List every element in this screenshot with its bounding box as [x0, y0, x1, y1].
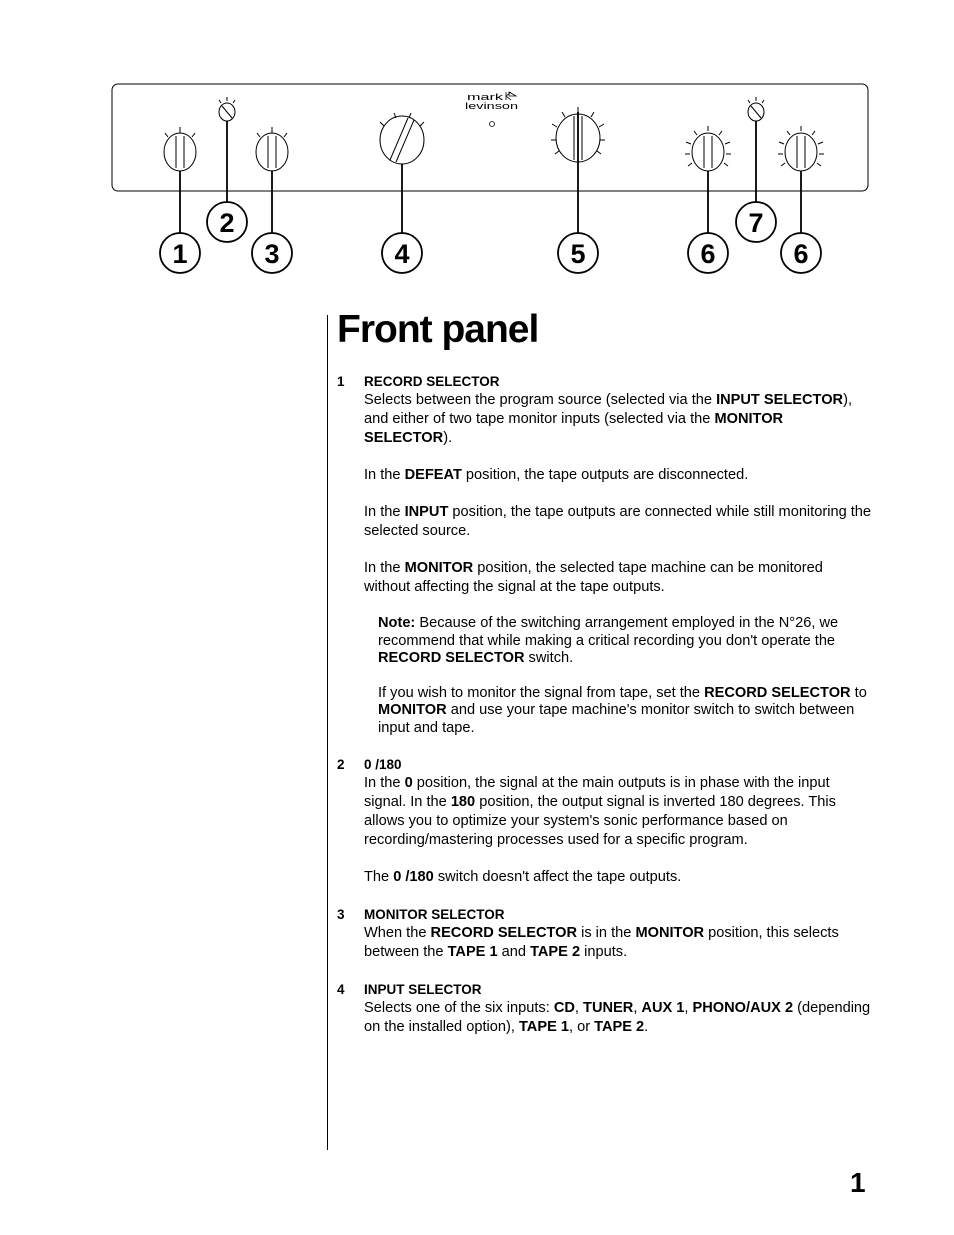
page-title: Front panel — [337, 308, 539, 351]
front-panel-diagram — [0, 0, 954, 290]
balance-knob-left — [685, 126, 731, 171]
item-number: 1 — [337, 374, 345, 389]
mode-toggle-switch — [748, 97, 764, 121]
item-heading: INPUT SELECTOR — [364, 982, 482, 997]
item-heading: RECORD SELECTOR — [364, 374, 500, 389]
monitor-selector-knob — [256, 127, 288, 171]
callout-4-label: 4 — [394, 239, 410, 269]
balance-knob-right — [778, 126, 824, 171]
callout-3-label: 3 — [264, 239, 280, 269]
paragraph: In the 0 position, the signal at the main outputs is in phase with the input signal. In the 180 position, the output signal is inverted 180 degrees. This allows you to optimize your system's sonic performance based on recording/mastering processes used for a specific program. — [364, 775, 836, 848]
paragraph: In the MONITOR position, the selected tape machine can be monitored without affecting the signal at the tape outputs. — [364, 560, 823, 595]
item-record-selector — [337, 372, 872, 737]
phase-toggle-switch — [219, 97, 235, 121]
callout-5-label: 5 — [570, 239, 586, 269]
callout-7-label: 7 — [748, 208, 764, 238]
callout-6b-label: 6 — [793, 239, 809, 269]
record-selector-knob — [164, 127, 196, 171]
note-paragraph: Note: Because of the switching arrangement employed in the N°26, we recommend that while making a critical recording you don't operate the RECORD SELECTOR switch. — [378, 615, 839, 666]
logo-line1: mark — [467, 92, 504, 103]
item-number: 2 — [337, 757, 345, 772]
item-input-selector — [337, 980, 872, 1037]
item-heading: MONITOR SELECTOR — [364, 907, 505, 922]
logo-line2: levinson — [465, 101, 518, 112]
item-number: 3 — [337, 907, 345, 922]
paragraph: In the DEFEAT position, the tape outputs are disconnected. — [364, 467, 749, 483]
callout-2-label: 2 — [219, 208, 235, 238]
note-paragraph: If you wish to monitor the signal from tape, set the RECORD SELECTOR to MONITOR and use your tape machine's monitor switch to switch between input and tape. — [378, 684, 867, 736]
input-selector-knob — [380, 113, 424, 164]
item-number: 4 — [337, 982, 345, 997]
callout-6-label: 6 — [700, 239, 716, 269]
item-phase — [337, 755, 872, 887]
item-monitor-selector — [337, 905, 872, 962]
power-led — [490, 122, 495, 127]
paragraph: The 0 /180 switch doesn't affect the tape outputs. — [364, 869, 682, 885]
logo — [465, 92, 518, 112]
margin-rule — [327, 315, 328, 1150]
paragraph: Selects between the program source (selected via the INPUT SELECTOR), and either of two tape monitor inputs (selected via the MONITOR SELECTOR). — [364, 392, 853, 446]
paragraph: When the RECORD SELECTOR is in the MONITOR position, this selects between the TAPE 1 and TAPE 2 inputs. — [364, 925, 839, 960]
item-heading: 0 /180 — [364, 757, 402, 772]
paragraph: In the INPUT position, the tape outputs are connected while still monitoring the selected source. — [364, 504, 872, 539]
paragraph: Selects one of the six inputs: CD, TUNER, AUX 1, PHONO/AUX 2 (depending on the installed option), TAPE 1, or TAPE 2. — [364, 1000, 871, 1035]
callout-1-label: 1 — [172, 239, 188, 269]
content — [337, 372, 872, 1037]
page-number: 1 — [850, 1167, 866, 1198]
